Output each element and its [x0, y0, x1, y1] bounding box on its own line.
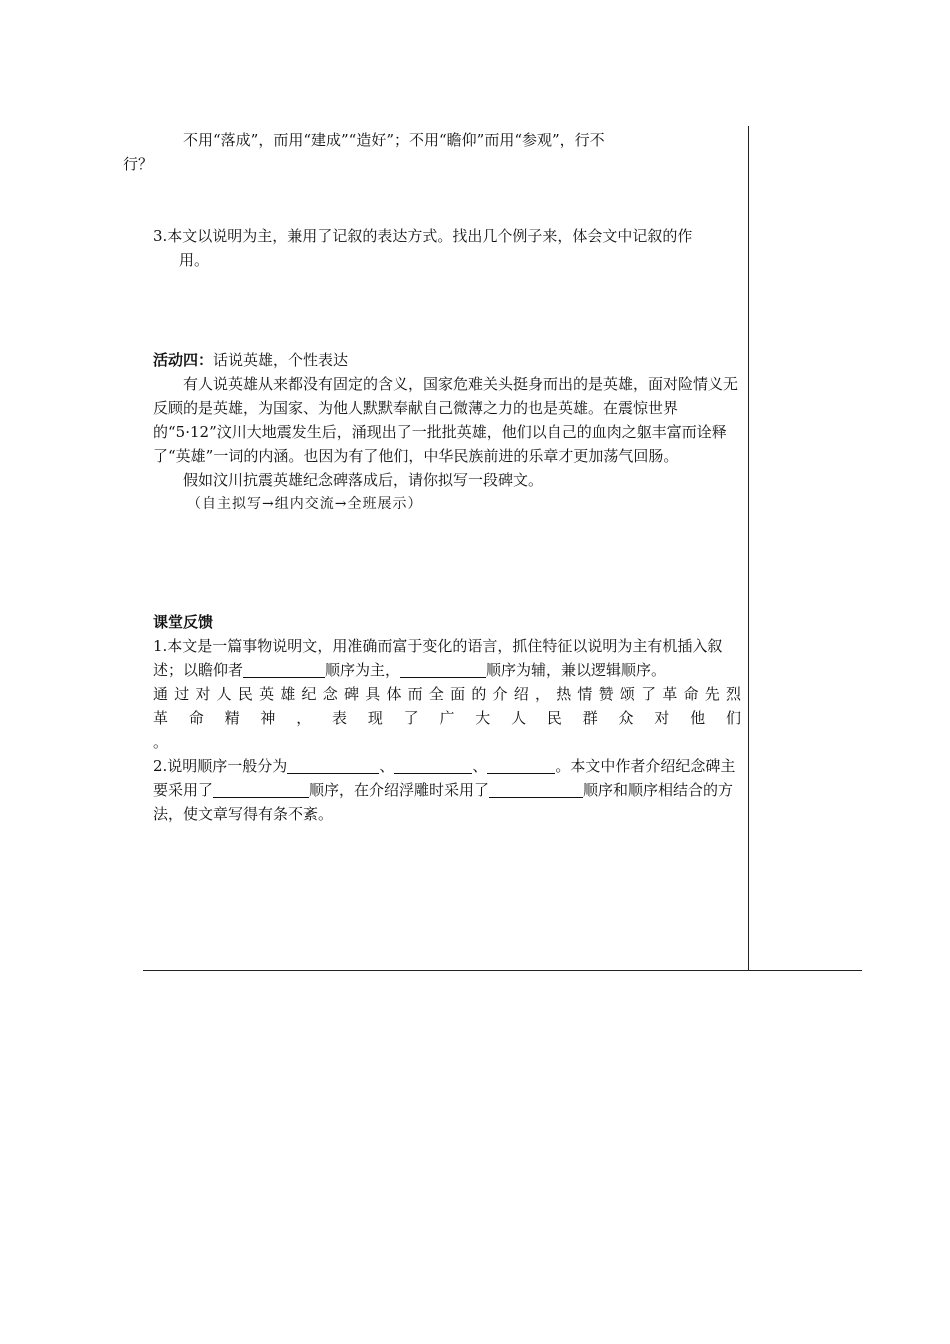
activity4-paragraph: 有人说英雄从来都没有固定的含义，国家危难关头挺身而出的是英雄，面对险情义无反顾的是英雄，为国家、为他人默默奉献自己微薄之力的也是英雄。在震惊世界的“5·12”汶川大地震发生后，涌现出了一批批英雄，他们以自己的血肉之躯丰富而诠释了“英雄”一词的内涵。也因为有了他们，中华民族前进的乐章才更加荡气回肠。: [153, 375, 739, 465]
feedback-2-text-a: 2.说明顺序一般分为: [153, 757, 288, 775]
feedback-2-text-c: 顺序，在介绍浮雕时采用了: [309, 781, 490, 799]
question-2: [123, 128, 741, 176]
feedback-1-line3: 通过对人民英雄纪念碑具体而全面的介绍，热情赞颂了革命先烈: [153, 685, 741, 703]
feedback-1-line5: 。: [153, 733, 169, 751]
fill-blank[interactable]: [489, 781, 583, 798]
question-3-line1: 3.本文以说明为主，兼用了记叙的表达方式。找出几个例子来，体会文中记叙的作: [153, 227, 693, 245]
feedback-2-text-d: 顺序和顺序相结合的方法，使文章写得有条不紊。: [153, 781, 734, 823]
question-3-line2: 用。: [179, 251, 210, 269]
question-2-line2: 行？: [123, 155, 154, 173]
fill-blank[interactable]: [243, 661, 325, 678]
table-bottom-border: [143, 970, 862, 971]
fill-blank[interactable]: [287, 757, 379, 774]
feedback-1-line4: 革命精神，表现了广大人民群众对他们: [153, 709, 741, 727]
feedback-1-text-a: 1.本文是一篇事物说明文，用准确而富于变化的语言，抓住特征以说明为主有机插入叙述；以瞻仰者: [153, 637, 723, 679]
question-3: [153, 224, 741, 272]
feedback-2-sep2: 、: [472, 757, 488, 775]
activity4-subtitle: 话说英雄，个性表达: [213, 351, 349, 369]
answer-space: [153, 272, 741, 348]
worksheet-content: [123, 128, 741, 826]
fill-blank[interactable]: [213, 781, 309, 798]
fill-blank[interactable]: [487, 757, 555, 774]
feedback-item-1: [153, 634, 741, 682]
activity4-process: （自主拟写→组内交流→全班展示）: [187, 496, 423, 512]
question-2-line1: 不用“落成”，而用“建成”“造好”；不用“瞻仰”而用“参观”，行不: [183, 131, 605, 149]
feedback-title: 课堂反馈: [153, 613, 214, 631]
fill-blank[interactable]: [394, 757, 472, 774]
feedback-2-sep1: 、: [379, 757, 395, 775]
feedback-1-text-b: 顺序为主，: [325, 661, 401, 679]
feedback-1-text-c: 顺序为辅，兼以逻辑顺序。: [486, 661, 667, 679]
answer-space: [153, 516, 741, 610]
activity4-title: 活动四：: [153, 351, 214, 369]
activity4-heading: [153, 348, 741, 372]
fill-blank[interactable]: [400, 661, 486, 678]
table-vertical-border: [748, 126, 749, 971]
feedback-item-2: [153, 754, 741, 826]
activity4-prompt: 假如汶川抗震英雄纪念碑落成后，请你拟写一段碑文。: [183, 471, 544, 489]
feedback-2-text-b: 。本文中作者介绍纪念碑主要采用了: [153, 757, 736, 799]
answer-space: [153, 176, 741, 224]
